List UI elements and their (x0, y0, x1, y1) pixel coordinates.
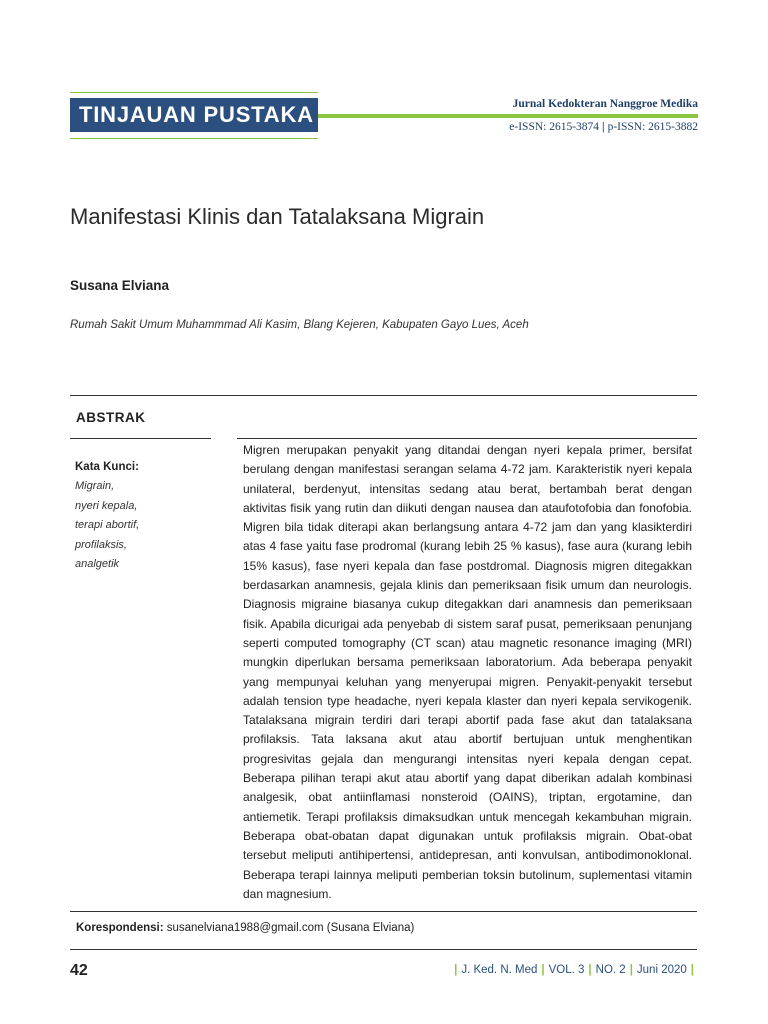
correspondence-email: susanelviana1988@gmail.com (Susana Elviana) (166, 922, 415, 934)
footer-separator: | (588, 964, 592, 976)
header-bottom-rule (70, 138, 318, 139)
journal-name: Jurnal Kedokteran Nanggroe Medika (512, 98, 698, 110)
author-name: Susana Elviana (70, 278, 170, 293)
keywords-top-rule (70, 438, 211, 439)
author-affiliation: Rumah Sakit Umum Muhammmad Ali Kasim, Blang Kejeren, Kabupaten Gayo Lues, Aceh (70, 319, 529, 331)
correspondence-label: Korespondensi: (76, 922, 164, 934)
keywords-heading: Kata Kunci: (75, 461, 139, 473)
abstract-heading: ABSTRAK (76, 410, 146, 425)
keywords-block (75, 461, 225, 575)
header-top-rule (70, 92, 318, 93)
issn-line (509, 121, 698, 133)
section-label-box (70, 98, 318, 132)
eissn: e-ISSN: 2615-3874 (509, 121, 600, 133)
footer-separator: | (541, 964, 545, 976)
article-title: Manifestasi Klinis dan Tatalaksana Migrain (70, 204, 485, 229)
correspondence (76, 922, 414, 934)
abstract-bottom-rule (70, 911, 697, 912)
keyword-item: terapi abortif, (75, 519, 140, 531)
keyword-item: analgetik (75, 558, 120, 570)
footer-volume: VOL. 3 (548, 964, 585, 976)
footer-citation (450, 964, 698, 976)
pissn: p-ISSN: 2615-3882 (607, 121, 698, 133)
section-label: TINJAUAN PUSTAKA (79, 102, 314, 127)
correspondence-bottom-rule (70, 949, 697, 950)
footer-separator: | (454, 964, 458, 976)
keyword-item: nyeri kepala, (75, 499, 138, 512)
footer-journal-abbrev: J. Ked. N. Med (461, 964, 538, 976)
footer-number: NO. 2 (595, 964, 626, 976)
keywords-list (75, 477, 225, 575)
issn-separator: | (602, 121, 605, 133)
keyword-item: profilaksis, (75, 538, 127, 551)
page-number: 42 (70, 962, 88, 979)
footer-date: Juni 2020 (636, 964, 687, 976)
header-accent-bar (318, 114, 698, 118)
abstract-body-top-rule (237, 438, 697, 439)
abstract-top-rule (70, 395, 697, 396)
keyword-item: Migrain, (75, 480, 115, 492)
abstract-body: Migren merupakan penyakit yang ditandai dengan nyeri kepala primer, bersifat berulang dengan manifestasi serangan selama 4-72 jam. Karakteristik nyeri kepala unilateral, berdenyut, intensitas sedang atau berat, bertambah berat dengan aktivitas fisik yang rutin dan diikuti dengan nausea dan ataufotofobia dan fonofobia. Migren bila tidak diterapi akan berlangsung antara 4-72 jam dan yang klasikterdiri atas 4 fase yaitu fase prodromal (kurang lebih 25 % kasus), fase aura (kurang lebih 15% kasus), fase nyeri kepala dan fase postdromal. Diagnosis migren ditegakkan berdasarkan anamnesis, gejala klinis dan pemeriksaan fisik umum dan neurologis. Diagnosis migraine biasanya cukup ditegakkan dari anamnesis dan pemeriksaan fisik. Apabila dicurigai ada penyebab di sistem saraf pusat, pemeriksaan penunjang seperti computed tomography (CT scan) atau magnetic resonance imaging (MRI) mungkin diperlukan bersama pemeriksaan laboratorium. Ada beberapa penyakit yang mempunyai keluhan yang menyerupai migren. Penyakit-penyakit tersebut adalah tension type headache, nyeri kepala klaster dan nyeri kepala servikogenik. Tatalaksana migrain terdiri dari terapi abortif pada fase akut dan tatalaksana profilaksis. Tata laksana akut atau abortif bertujuan untuk menghentikan progresivitas gejala dan mengurangi intensitas nyeri kepala dengan cepat. Beberapa pilihan terapi akut atau abortif yang dapat diberikan adalah kombinasi analgesik, obat antiinflamasi nonsteroid (OAINS), triptan, ergotamine, dan antiemetik. Terapi profilaksis dimaksudkan untuk mencegah kekambuhan migrain. Beberapa obat-obatan dapat digunakan untuk profilaksis migrain. Obat-obat tersebut meliputi antihipertensi, antidepresan, anti konvulsan, antibodimonoklonal. Beberapa terapi lainnya meliputi pemberian toksin butolinum, suplementasi vitamin dan magnesium. (243, 443, 692, 901)
footer-separator: | (690, 964, 694, 976)
footer-separator: | (629, 964, 633, 976)
